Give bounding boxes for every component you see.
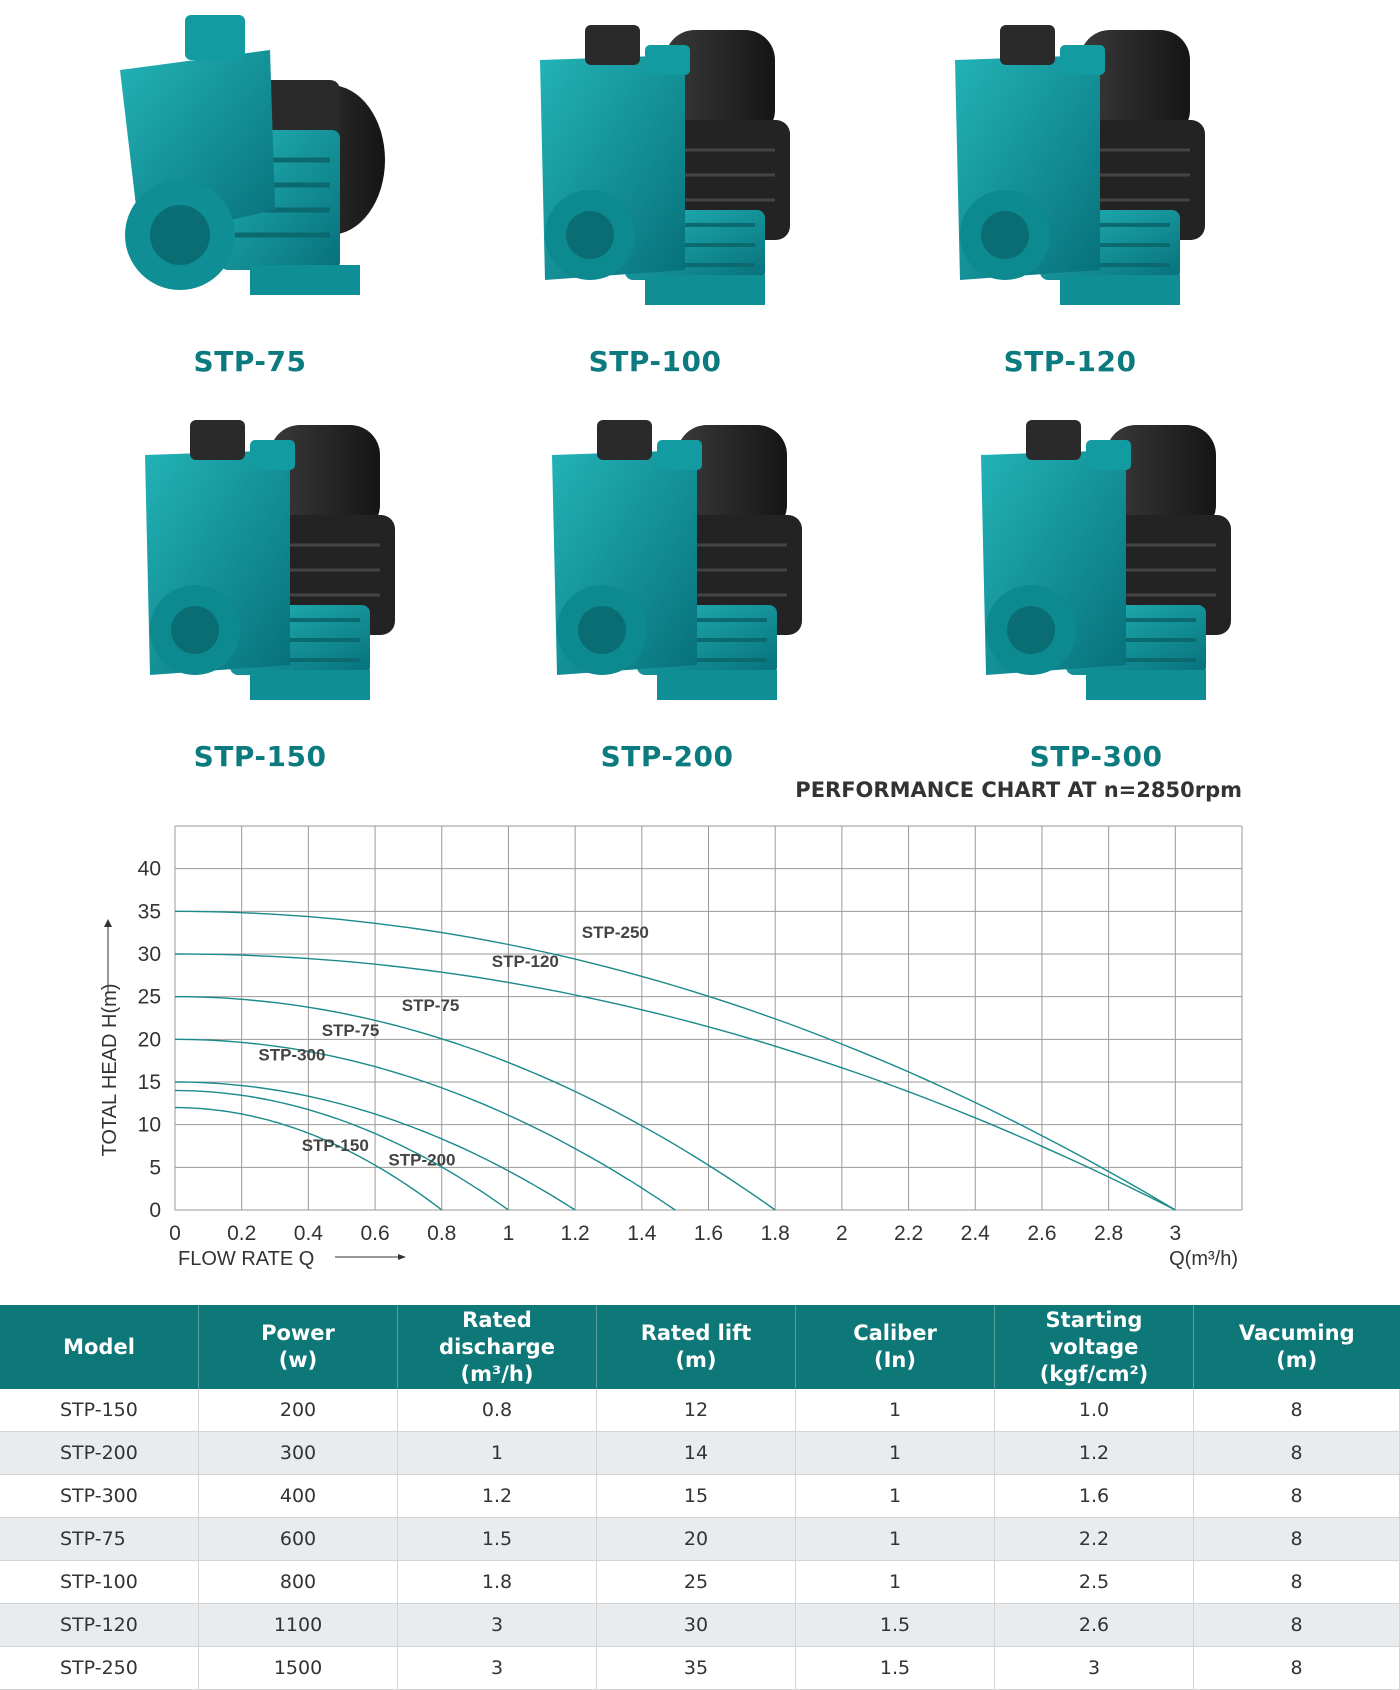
x-axis-unit: Q(m³/h): [1169, 1248, 1238, 1270]
x-tick-label: 0.6: [360, 1222, 390, 1245]
x-tick-label: 2.2: [893, 1222, 924, 1245]
table-cell: STP-100: [0, 1561, 199, 1604]
table-cell: 35: [597, 1647, 796, 1690]
product-name: STP-150: [193, 740, 327, 773]
y-tick-label: 15: [137, 1071, 161, 1094]
y-tick-label: 5: [149, 1156, 161, 1180]
table-cell: 2.2: [995, 1518, 1194, 1561]
x-tick-label: 3: [1169, 1222, 1182, 1245]
table-cell: 25: [597, 1561, 796, 1604]
table-row: [0, 1389, 1400, 1432]
column-header: Rated discharge (m³/h): [398, 1305, 597, 1389]
table-cell: STP-250: [0, 1647, 199, 1690]
chart-title: PERFORMANCE CHART AT n=2850rpm: [795, 778, 1242, 802]
series-label: STP-150: [301, 1136, 369, 1156]
table-cell: 15: [597, 1475, 796, 1518]
product-card: [100, 10, 400, 380]
table-cell: STP-300: [0, 1475, 199, 1518]
x-axis-arrowhead: [398, 1254, 406, 1260]
table-cell: 3: [398, 1604, 597, 1647]
performance-curve: [175, 997, 775, 1210]
y-tick-labels: [138, 858, 161, 1222]
table-cell: 1: [796, 1475, 995, 1518]
series-label: STP-200: [388, 1150, 456, 1170]
series-label: STP-250: [581, 922, 649, 942]
pump-image: [110, 405, 410, 725]
pump-image: [920, 10, 1220, 330]
table-cell: 800: [199, 1561, 398, 1604]
table-body: [0, 1389, 1400, 1690]
y-tick-label: 40: [137, 857, 161, 881]
x-tick-label: 0.4: [293, 1222, 323, 1245]
column-header: Power (w): [199, 1305, 398, 1389]
table-cell: 1.5: [796, 1647, 995, 1690]
y-axis-arrowhead: [104, 919, 112, 927]
product-name: STP-200: [600, 740, 734, 773]
table-cell: 3: [398, 1647, 597, 1690]
table-cell: 8: [1194, 1518, 1400, 1561]
x-tick-label: 2.8: [1094, 1222, 1124, 1245]
table-cell: STP-120: [0, 1604, 199, 1647]
table-cell: 1.5: [796, 1604, 995, 1647]
column-header: Starting voltage (kgf/cm²): [995, 1305, 1194, 1389]
product-name: STP-300: [1029, 740, 1163, 773]
table-row: [0, 1604, 1400, 1647]
product-card: [517, 405, 817, 775]
table-cell: 1: [796, 1518, 995, 1561]
table-cell: 1: [796, 1389, 995, 1432]
table-cell: STP-200: [0, 1432, 199, 1475]
table-header-row: [0, 1305, 1400, 1389]
pump-image: [100, 10, 400, 330]
column-header: Vacuming (m): [1194, 1305, 1400, 1389]
table-cell: 1.8: [398, 1561, 597, 1604]
product-name: STP-100: [588, 345, 722, 378]
table-cell: 1.2: [995, 1432, 1194, 1475]
table-cell: STP-75: [0, 1518, 199, 1561]
y-axis-label: TOTAL HEAD H(m): [99, 983, 121, 1157]
table-row: [0, 1647, 1400, 1690]
table-cell: 1.6: [995, 1475, 1194, 1518]
series-label: STP-75: [321, 1020, 380, 1040]
series-label: STP-75: [401, 996, 460, 1016]
x-tick-label: 0.2: [227, 1222, 257, 1245]
table-cell: 1: [398, 1432, 597, 1475]
y-tick-label: 25: [137, 985, 161, 1009]
product-name: STP-75: [193, 345, 307, 378]
column-header: Model: [0, 1305, 199, 1389]
x-tick-label: 1.4: [627, 1222, 657, 1245]
table-cell: 1100: [199, 1604, 398, 1647]
table-cell: 8: [1194, 1604, 1400, 1647]
table-cell: 8: [1194, 1647, 1400, 1690]
x-tick-label: 2.4: [960, 1222, 990, 1245]
column-header: Caliber (In): [796, 1305, 995, 1389]
table-cell: STP-150: [0, 1389, 199, 1432]
table-cell: 2.5: [995, 1561, 1194, 1604]
product-name: STP-120: [1003, 345, 1137, 378]
table-cell: 1: [796, 1432, 995, 1475]
table-cell: 600: [199, 1518, 398, 1561]
table-cell: 1.5: [398, 1518, 597, 1561]
x-tick-label: 1.6: [693, 1222, 724, 1245]
series-label: STP-120: [491, 951, 559, 971]
performance-chart: [0, 800, 1400, 1280]
y-tick-label: 10: [137, 1113, 161, 1137]
product-card: [946, 405, 1246, 775]
table-cell: 8: [1194, 1561, 1400, 1604]
x-tick-label: 0: [169, 1222, 181, 1245]
table-cell: 14: [597, 1432, 796, 1475]
x-tick-label: 2: [836, 1222, 848, 1245]
pump-image: [517, 405, 817, 725]
y-tick-label: 35: [137, 900, 161, 924]
product-card: [505, 10, 805, 380]
product-card: [920, 10, 1220, 380]
x-tick-label: 2.6: [1027, 1222, 1057, 1245]
table-cell: 1: [796, 1561, 995, 1604]
table-row: [0, 1561, 1400, 1604]
table-cell: 1.0: [995, 1389, 1194, 1432]
x-tick-label: 1: [502, 1222, 515, 1245]
table-cell: 20: [597, 1518, 796, 1561]
y-tick-label: 20: [137, 1028, 161, 1052]
table-row: [0, 1518, 1400, 1561]
x-tick-label: 0.8: [427, 1222, 457, 1245]
series-label: STP-300: [258, 1045, 326, 1065]
x-axis-label: FLOW RATE Q: [178, 1248, 315, 1270]
table-cell: 200: [199, 1389, 398, 1432]
x-tick-labels: [169, 1222, 1181, 1245]
table-cell: 1.2: [398, 1475, 597, 1518]
table-cell: 8: [1194, 1389, 1400, 1432]
table-cell: 300: [199, 1432, 398, 1475]
x-tick-label: 1.2: [560, 1222, 590, 1245]
table-cell: 8: [1194, 1432, 1400, 1475]
table-row: [0, 1475, 1400, 1518]
table-row: [0, 1432, 1400, 1475]
table-cell: 1500: [199, 1647, 398, 1690]
table-cell: 0.8: [398, 1389, 597, 1432]
pump-image: [505, 10, 805, 330]
column-header: Rated lift (m): [597, 1305, 796, 1389]
table-cell: 12: [597, 1389, 796, 1432]
x-tick-label: 1.8: [760, 1222, 790, 1245]
product-card: [110, 405, 410, 775]
pump-image: [946, 405, 1246, 725]
table-cell: 8: [1194, 1475, 1400, 1518]
y-tick-label: 0: [149, 1199, 161, 1222]
spec-table: [0, 1305, 1400, 1690]
product-gallery: [0, 0, 1400, 780]
table-cell: 2.6: [995, 1604, 1194, 1647]
table-cell: 3: [995, 1647, 1194, 1690]
table-cell: 30: [597, 1604, 796, 1647]
y-tick-label: 30: [137, 943, 161, 966]
table-cell: 400: [199, 1475, 398, 1518]
